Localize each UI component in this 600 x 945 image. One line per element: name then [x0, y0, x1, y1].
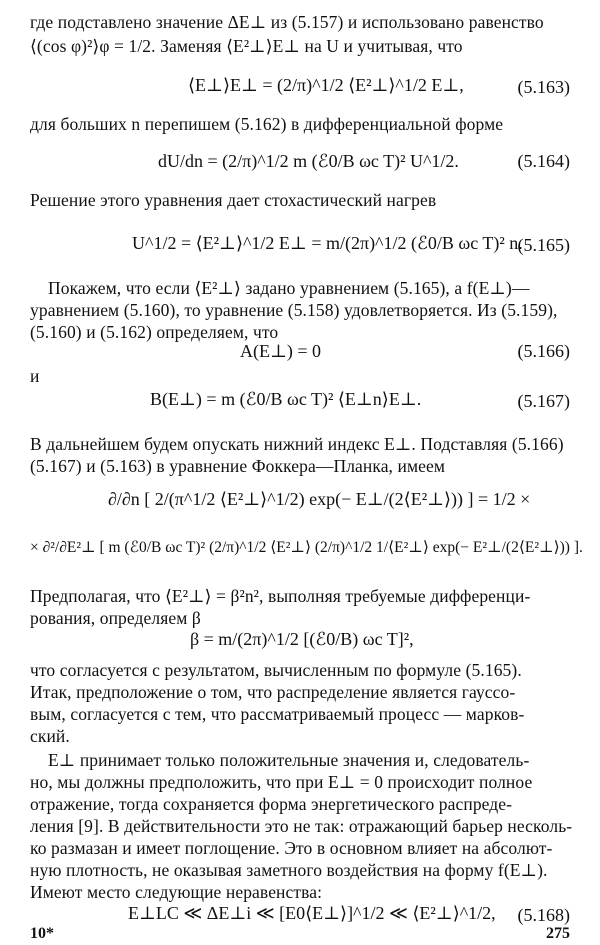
text-line: E⊥ принимает только положительные значения и, следователь-: [48, 750, 530, 770]
equation-5-167: B(E⊥) = m (ℰ0/B ωc T)² ⟨E⊥n⟩E⊥.: [150, 389, 422, 409]
text-line: рования, определяем β: [30, 608, 201, 628]
text-line: уравнением (5.160), то уравнение (5.158) удовлетворяется. Из (5.159),: [30, 300, 558, 320]
equation-5-168: E⊥LC ≪ ΔE⊥i ≪ [E0⟨E⊥⟩]^1/2 ≪ ⟨E²⊥⟩^1/2,: [128, 903, 496, 923]
equation-5-164: dU/dn = (2/π)^1/2 m (ℰ0/B ωc T)² U^1/2.: [158, 151, 459, 171]
text-line: где подставлено значение ΔE⊥ из (5.157) и использовано равенство: [30, 12, 544, 32]
equation-number: (5.167): [517, 391, 570, 411]
text-line: ⟨(cos φ)²⟩φ = 1/2. Заменяя ⟨E²⊥⟩E⊥ на U и учитывая, что: [30, 36, 463, 56]
equation-5-166: A(E⊥) = 0: [240, 341, 322, 361]
equation-number: (5.168): [517, 905, 570, 925]
text-line: В дальнейшем будем опускать нижний индекс E⊥. Подставляя (5.166): [30, 434, 564, 454]
text-line: вым, согласуется с тем, что рассматриваемый процесс — марков-: [30, 704, 525, 724]
text-line: (5.160) и (5.162) определяем, что: [30, 322, 279, 342]
equation-beta: β = m/(2π)^1/2 [(ℰ0/B) ωc T]²,: [190, 629, 414, 649]
text-line: для больших n перепишем (5.162) в дифференциальной форме: [30, 114, 504, 134]
page-number: 275: [546, 925, 570, 942]
text-line: (5.167) и (5.163) в уравнение Фоккера—Планка, имеем: [30, 456, 446, 476]
text-line: Итак, предположение о том, что распределение является гауссо-: [30, 682, 516, 702]
text-line: отражение, тогда сохраняется форма энергетического распреде-: [30, 794, 513, 814]
text-line: Покажем, что если ⟨E²⊥⟩ задано уравнением (5.165), а f(E⊥)—: [48, 278, 530, 298]
text-line: но, мы должны предположить, что при E⊥ = 0 происходит полное: [30, 772, 533, 792]
equation-number: (5.165): [517, 235, 570, 255]
equation-fokker-planck-2: × ∂²/∂E²⊥ [ m (ℰ0/B ωc T)² (2/π)^1/2 ⟨E²⊥⟩ (2/π)^1/2 1/⟨E²⊥⟩ exp(− E²⊥/(2⟨E²⊥⟩)) ].: [30, 539, 583, 556]
text-line: Решение этого уравнения дает стохастический нагрев: [30, 190, 437, 210]
equation-5-163: ⟨E⊥⟩E⊥ = (2/π)^1/2 ⟨E²⊥⟩^1/2 E⊥,: [188, 75, 464, 95]
text-line: Имеют место следующие неравенства:: [30, 882, 323, 902]
text-line: и: [30, 366, 40, 386]
equation-number: (5.164): [517, 151, 570, 171]
text-line: Предполагая, что ⟨E²⊥⟩ = β²n², выполняя требуемые дифференци-: [30, 586, 531, 606]
text-line: ления [9]. В действительности это не так: отражающий барьер несколь-: [30, 816, 573, 836]
equation-number: (5.166): [517, 341, 570, 361]
text-line: ную плотность, не оказывая заметного воздействия на форму f(E⊥).: [30, 860, 548, 880]
equation-fokker-planck-1: ∂/∂n [ 2/(π^1/2 ⟨E²⊥⟩^1/2) exp(− E⊥/(2⟨E²⊥⟩)) ] = 1/2 ×: [108, 489, 531, 509]
text-line: ский.: [30, 726, 70, 746]
text-line: что согласуется с результатом, вычисленным по формуле (5.165).: [30, 660, 522, 680]
equation-number: (5.163): [517, 77, 570, 97]
text-line: ко размазан и имеет поглощение. Это в основном влияет на абсолют-: [30, 838, 553, 858]
equation-5-165: U^1/2 = ⟨E²⊥⟩^1/2 E⊥ = m/(2π)^1/2 (ℰ0/B ωc T)² n.: [132, 233, 523, 253]
signature-mark: 10*: [30, 925, 54, 942]
